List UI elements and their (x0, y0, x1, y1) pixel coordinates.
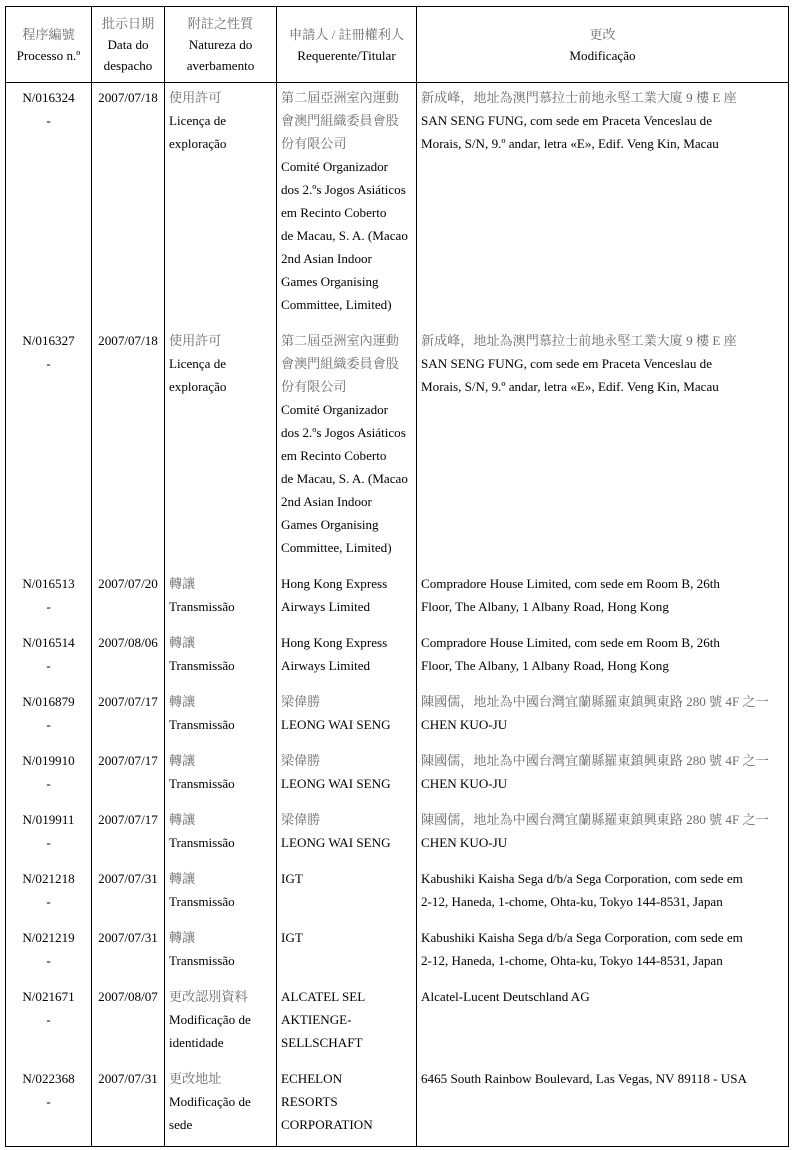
despatch-date: 2007/08/06 (98, 635, 158, 650)
modification-pt-line: Kabushiki Kaisha Sega d/b/a Sega Corporation, com sede em (421, 930, 743, 945)
applicant-pt-line: Hong Kong Express (281, 576, 388, 591)
modification-cell (417, 805, 789, 864)
process-number: N/021218 (22, 871, 75, 886)
process-suffix: - (46, 894, 51, 909)
modification-cell (417, 687, 789, 746)
despatch-date: 2007/07/31 (98, 1071, 158, 1086)
applicant-cell (277, 326, 417, 569)
date-cell (92, 326, 165, 569)
applicant-pt-line: AKTIENGE- (281, 1012, 352, 1027)
nature-cell (165, 569, 277, 628)
nature-pt-line: Transmissão (169, 717, 235, 732)
table-row (6, 805, 789, 864)
table-body (6, 83, 789, 1147)
header-modification (417, 7, 789, 83)
modification-pt-line: Compradore House Limited, com sede em Room B, 26th (421, 576, 720, 591)
nature-pt-line: Transmissão (169, 894, 235, 909)
process-number: N/019911 (22, 812, 75, 827)
process-number: N/019910 (22, 753, 75, 768)
process-suffix: - (46, 1012, 51, 1027)
header-nature (165, 7, 277, 83)
date-cell (92, 1064, 165, 1146)
applicant-zh-line: 第二屆亞洲室內運動 (281, 90, 399, 105)
date-cell (92, 982, 165, 1064)
despatch-date: 2007/07/18 (98, 333, 158, 348)
applicant-pt-line: IGT (281, 871, 303, 886)
despatch-date: 2007/07/17 (98, 694, 158, 709)
header-modification-zh: 更改 (589, 26, 616, 42)
applicant-pt-line: ALCATEL SEL (281, 989, 366, 1004)
nature-zh: 更改認別資料 (169, 989, 248, 1004)
applicant-pt-line: em Recinto Coberto (281, 448, 387, 463)
table-row (6, 864, 789, 923)
process-cell (6, 746, 92, 805)
modification-pt-line: SAN SENG FUNG, com sede em Praceta Venceslau de (421, 113, 713, 128)
date-cell (92, 687, 165, 746)
header-process (6, 7, 92, 83)
header-date-pt1: Data do (107, 37, 149, 52)
nature-cell (165, 628, 277, 687)
despatch-date: 2007/07/17 (98, 753, 158, 768)
applicant-pt-line: Committee, Limited) (281, 540, 392, 555)
despatch-date: 2007/07/18 (98, 90, 158, 105)
process-suffix: - (46, 1094, 51, 1109)
process-suffix: - (46, 835, 51, 850)
modification-pt-line: Morais, S/N, 9.º andar, letra «E», Edif. Veng Kin, Macau (421, 136, 719, 151)
date-cell (92, 83, 165, 327)
applicant-cell (277, 1064, 417, 1146)
applicant-zh-line: 梁偉勝 (281, 812, 321, 827)
nature-zh: 使用許可 (169, 90, 222, 105)
table-row (6, 923, 789, 982)
nature-pt-line: Licença de (169, 113, 227, 128)
despatch-date: 2007/07/31 (98, 930, 158, 945)
modification-cell (417, 923, 789, 982)
nature-pt-line: Transmissão (169, 658, 235, 673)
applicant-cell (277, 805, 417, 864)
modification-pt-line: Kabushiki Kaisha Sega d/b/a Sega Corporation, com sede em (421, 871, 743, 886)
modification-pt-line: SAN SENG FUNG, com sede em Praceta Venceslau de (421, 356, 713, 371)
date-cell (92, 628, 165, 687)
modification-pt-line: 2-12, Haneda, 1-chome, Ohta-ku, Tokyo 144-8531, Japan (421, 894, 723, 909)
despatch-date: 2007/08/07 (98, 989, 158, 1004)
applicant-zh-line: 梁偉勝 (281, 694, 321, 709)
process-suffix: - (46, 113, 51, 128)
applicant-pt-line: IGT (281, 930, 303, 945)
applicant-zh-line: 份有限公司 (281, 136, 347, 151)
nature-pt-line: identidade (169, 1035, 224, 1050)
header-applicant-pt: Requerente/Titular (297, 47, 396, 63)
nature-cell (165, 982, 277, 1064)
nature-cell (165, 1064, 277, 1146)
nature-zh: 使用許可 (169, 333, 222, 348)
modification-cell (417, 864, 789, 923)
nature-zh: 轉讓 (169, 871, 196, 886)
applicant-zh-line: 會澳門組織委員會股 (281, 113, 399, 128)
header-date (92, 7, 165, 83)
header-nature-pt1: Natureza do (188, 37, 253, 52)
nature-zh: 轉讓 (169, 576, 196, 591)
process-number: N/016327 (22, 333, 75, 348)
applicant-zh-line: 份有限公司 (281, 379, 347, 394)
process-cell (6, 864, 92, 923)
applicant-pt-line: 2nd Asian Indoor (281, 251, 372, 266)
nature-cell (165, 687, 277, 746)
nature-pt-line: Transmissão (169, 776, 235, 791)
modification-zh: 新成峰，地址為澳門慕拉士前地永堅工業大廈 9 樓 E 座 (421, 333, 737, 348)
applicant-pt-line: Comité Organizador (281, 159, 389, 174)
applicant-pt-line: Games Organising (281, 274, 379, 289)
nature-zh: 轉讓 (169, 753, 196, 768)
header-nature-pt2: averbamento (186, 58, 255, 73)
filler-cell (92, 1146, 165, 1147)
nature-cell (165, 864, 277, 923)
nature-pt-line: exploração (169, 136, 227, 151)
filler-cell (165, 1146, 277, 1147)
applicant-zh-line: 第二屆亞洲室內運動 (281, 333, 399, 348)
modification-cell (417, 326, 789, 569)
modification-zh: 陳國儒，地址為中國台灣宜蘭縣羅東鎮興東路 280 號 4F 之一 (421, 753, 769, 768)
modification-cell (417, 746, 789, 805)
applicant-cell (277, 864, 417, 923)
date-cell (92, 746, 165, 805)
table-row (6, 326, 789, 569)
nature-pt-line: Transmissão (169, 599, 235, 614)
process-cell (6, 805, 92, 864)
process-suffix: - (46, 953, 51, 968)
nature-zh: 更改地址 (169, 1071, 222, 1086)
modification-pt-line: Morais, S/N, 9.º andar, letra «E», Edif. Veng Kin, Macau (421, 379, 719, 394)
applicant-cell (277, 628, 417, 687)
filler-cell (277, 1146, 417, 1147)
applicant-pt-line: ECHELON (281, 1071, 343, 1086)
modification-cell (417, 1064, 789, 1146)
applicant-zh-line: 梁偉勝 (281, 753, 321, 768)
process-number: N/016514 (22, 635, 75, 650)
table-filler-row (6, 1146, 789, 1147)
despatch-date: 2007/07/20 (98, 576, 158, 591)
process-number: N/021671 (22, 989, 75, 1004)
applicant-cell (277, 569, 417, 628)
process-suffix: - (46, 356, 51, 371)
applicant-pt-line: Games Organising (281, 517, 379, 532)
applicant-cell (277, 923, 417, 982)
nature-pt-line: Transmissão (169, 835, 235, 850)
applicant-cell (277, 982, 417, 1064)
modification-cell (417, 982, 789, 1064)
applicant-pt-line: LEONG WAI SENG (281, 776, 391, 791)
nature-zh: 轉讓 (169, 694, 196, 709)
despatch-date: 2007/07/31 (98, 871, 158, 886)
process-cell (6, 1064, 92, 1146)
nature-pt-line: exploração (169, 379, 227, 394)
applicant-pt-line: LEONG WAI SENG (281, 835, 391, 850)
nature-cell (165, 805, 277, 864)
modification-pt-line: Compradore House Limited, com sede em Room B, 26th (421, 635, 720, 650)
process-cell (6, 83, 92, 327)
table-row (6, 982, 789, 1064)
applicant-pt-line: dos 2.ºs Jogos Asiáticos (281, 182, 406, 197)
filler-cell (6, 1146, 92, 1147)
modification-zh: 新成峰，地址為澳門慕拉士前地永堅工業大廈 9 樓 E 座 (421, 90, 737, 105)
applicant-cell (277, 746, 417, 805)
applicant-pt-line: de Macau, S. A. (Macao (281, 228, 408, 243)
process-number: N/022368 (22, 1071, 75, 1086)
process-number: N/016879 (22, 694, 75, 709)
applicant-pt-line: de Macau, S. A. (Macao (281, 471, 408, 486)
nature-cell (165, 746, 277, 805)
applicant-pt-line: CORPORATION (281, 1117, 373, 1132)
applicant-zh-line: 會澳門組織委員會股 (281, 356, 399, 371)
applicant-pt-line: RESORTS (281, 1094, 338, 1109)
applicant-pt-line: Comité Organizador (281, 402, 389, 417)
process-number: N/016513 (22, 576, 75, 591)
applicant-pt-line: Committee, Limited) (281, 297, 392, 312)
header-process-zh: 程序編號 (22, 26, 75, 42)
header-nature-zh: 附註之性質 (187, 16, 254, 31)
nature-zh: 轉讓 (169, 812, 196, 827)
applicant-pt-line: dos 2.ºs Jogos Asiáticos (281, 425, 406, 440)
process-suffix: - (46, 658, 51, 673)
date-cell (92, 923, 165, 982)
applicant-pt-line: Airways Limited (281, 658, 371, 673)
nature-pt-line: Transmissão (169, 953, 235, 968)
modification-cell (417, 569, 789, 628)
modification-pt-line: Floor, The Albany, 1 Albany Road, Hong Kong (421, 658, 669, 673)
process-suffix: - (46, 776, 51, 791)
header-applicant (277, 7, 417, 83)
applicant-pt-line: SELLSCHAFT (281, 1035, 363, 1050)
modification-cell (417, 628, 789, 687)
applicant-pt-line: em Recinto Coberto (281, 205, 387, 220)
applicant-pt-line: LEONG WAI SENG (281, 717, 391, 732)
applicant-pt-line: 2nd Asian Indoor (281, 494, 372, 509)
nature-pt-line: Modificação de (169, 1012, 251, 1027)
applicant-cell (277, 687, 417, 746)
process-cell (6, 982, 92, 1064)
despatch-date: 2007/07/17 (98, 812, 158, 827)
process-cell (6, 687, 92, 746)
nature-pt-line: Modificação de (169, 1094, 251, 1109)
registry-table (5, 6, 789, 1147)
nature-cell (165, 83, 277, 327)
table-row (6, 746, 789, 805)
process-cell (6, 569, 92, 628)
modification-zh: 陳國儒，地址為中國台灣宜蘭縣羅東鎮興東路 280 號 4F 之一 (421, 694, 769, 709)
modification-pt-line: Alcatel-Lucent Deutschland AG (421, 989, 590, 1004)
applicant-cell (277, 83, 417, 327)
nature-pt-line: sede (169, 1117, 193, 1132)
table-row (6, 1064, 789, 1146)
nature-zh: 轉讓 (169, 930, 196, 945)
process-cell (6, 628, 92, 687)
date-cell (92, 864, 165, 923)
modification-cell (417, 83, 789, 327)
table-header (6, 7, 789, 83)
nature-cell (165, 326, 277, 569)
header-date-pt2: despacho (103, 58, 153, 73)
table-row (6, 569, 789, 628)
modification-pt-line: CHEN KUO-JU (421, 717, 508, 732)
process-cell (6, 326, 92, 569)
modification-zh: 陳國儒，地址為中國台灣宜蘭縣羅東鎮興東路 280 號 4F 之一 (421, 812, 769, 827)
table-row (6, 628, 789, 687)
nature-cell (165, 923, 277, 982)
header-modification-pt: Modificação (569, 47, 636, 63)
process-number: N/016324 (22, 90, 75, 105)
header-applicant-zh: 申請人 / 註冊權利人 (289, 26, 404, 42)
nature-zh: 轉讓 (169, 635, 196, 650)
table-row (6, 83, 789, 327)
header-date-zh: 批示日期 (101, 16, 155, 31)
process-cell (6, 923, 92, 982)
modification-pt-line: 6465 South Rainbow Boulevard, Las Vegas, NV 89118 - USA (421, 1071, 747, 1086)
nature-pt-line: Licença de (169, 356, 227, 371)
date-cell (92, 569, 165, 628)
table-row (6, 687, 789, 746)
modification-pt-line: CHEN KUO-JU (421, 835, 508, 850)
applicant-pt-line: Airways Limited (281, 599, 371, 614)
header-process-pt: Processo n.º (16, 47, 81, 63)
filler-cell (417, 1146, 789, 1147)
applicant-pt-line: Hong Kong Express (281, 635, 388, 650)
process-suffix: - (46, 717, 51, 732)
process-suffix: - (46, 599, 51, 614)
process-number: N/021219 (22, 930, 75, 945)
date-cell (92, 805, 165, 864)
modification-pt-line: CHEN KUO-JU (421, 776, 508, 791)
modification-pt-line: Floor, The Albany, 1 Albany Road, Hong Kong (421, 599, 669, 614)
modification-pt-line: 2-12, Haneda, 1-chome, Ohta-ku, Tokyo 144-8531, Japan (421, 953, 723, 968)
